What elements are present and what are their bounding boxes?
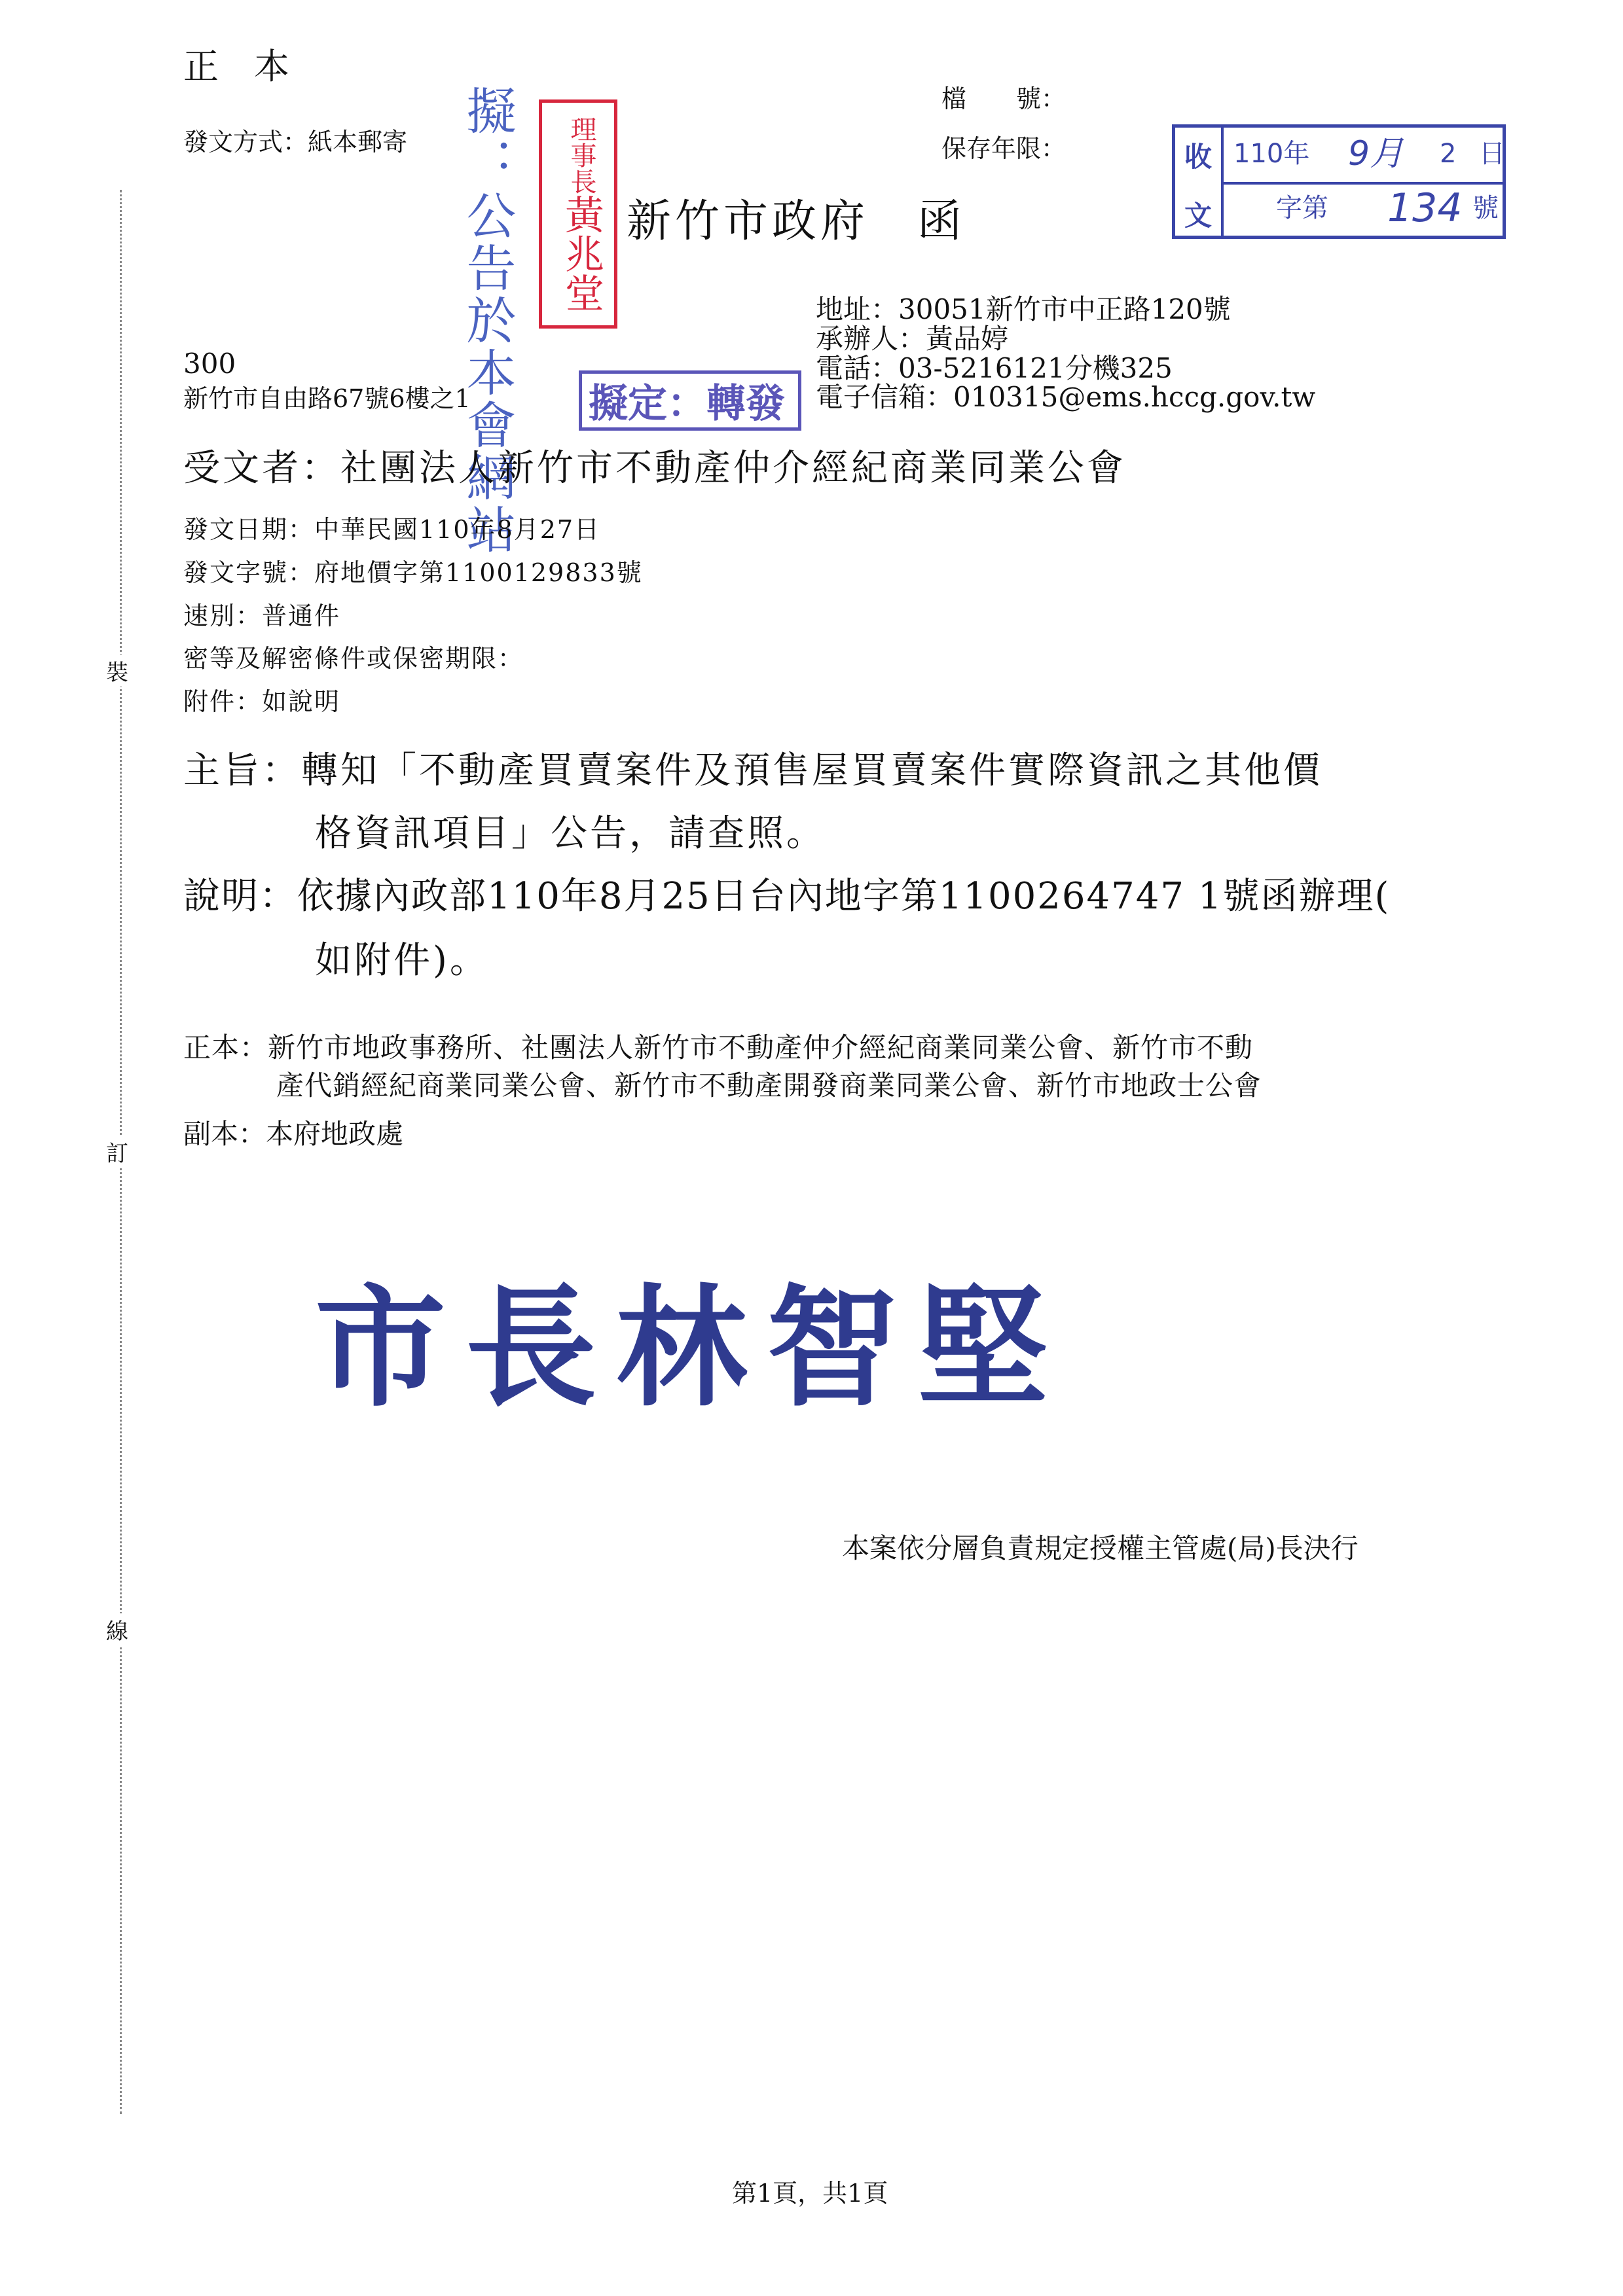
original-recipients: 正本：新竹市地政事務所、社團法人新竹市不動產仲介經紀商業同業公會、新竹市不動 [183, 1031, 1254, 1064]
sender-phone: 電話：03-5216121分機325 [816, 352, 1173, 384]
dispatch-method: 發文方式：紙本郵寄 [183, 128, 408, 156]
retention-label: 保存年限： [941, 134, 1067, 163]
recipient: 受文者：社團法人新竹市不動產仲介經紀商業同業公會 [183, 447, 1126, 490]
draft-stamp: 擬定：轉發 [579, 370, 801, 431]
attachment: 附件：如說明 [183, 687, 341, 716]
recipient-postcode: 300 [183, 348, 236, 380]
sender-email: 電子信箱：010315@ems.hccg.gov.tw [816, 381, 1316, 413]
page-footer: 第1頁，共1頁 [732, 2179, 888, 2208]
confidentiality: 密等及解密條件或保密期限： [183, 644, 524, 673]
binding-label: 訂 [106, 1136, 128, 1168]
sender-handler: 承辦人：黃品婷 [816, 323, 1009, 355]
explanation-line: 說明：依據內政部110年8月25日台內地字第1100264747 1號函辦理( [183, 875, 1391, 918]
mayor-signature-seal: 市長林智堅 [315, 1272, 1068, 1425]
handwritten-annotation: 擬：公告於本會網站 [458, 85, 517, 556]
binding-label: 線 [106, 1613, 128, 1645]
file-number-label: 檔 號： [941, 84, 1067, 113]
binding-label: 裝 [106, 655, 128, 687]
receipt-stamp: 收 文 110年 9月 2 日 字第 134 號 [1172, 124, 1506, 239]
authorization-note: 本案依分層負責規定授權主管處(局)長決行 [842, 1532, 1359, 1564]
explanation-line: 如附件)。 [315, 939, 489, 982]
subject-line: 主旨：轉知「不動產買賣案件及預售屋買賣案件實際資訊之其他價 [183, 749, 1322, 792]
urgency: 速別：普通件 [183, 601, 341, 630]
chairman-seal: 理事長黃兆堂 [539, 99, 617, 329]
original-recipients: 產代銷經紀商業同業公會、新竹市不動產開發商業同業公會、新竹市地政士公會 [276, 1069, 1262, 1102]
issue-number: 發文字號：府地價字第1100129833號 [183, 558, 643, 587]
recipient-address: 新竹市自由路67號6樓之1 [183, 384, 471, 413]
document-title: 新竹市政府 函 [627, 196, 966, 247]
copy-type: 正 本 [183, 46, 289, 87]
subject-line: 格資訊項目」公告，請查照。 [315, 812, 826, 855]
issue-date: 發文日期：中華民國110年8月27日 [183, 515, 601, 544]
duplicate-recipients: 副本：本府地政處 [183, 1118, 404, 1150]
sender-address: 地址：30051新竹市中正路120號 [816, 293, 1231, 325]
